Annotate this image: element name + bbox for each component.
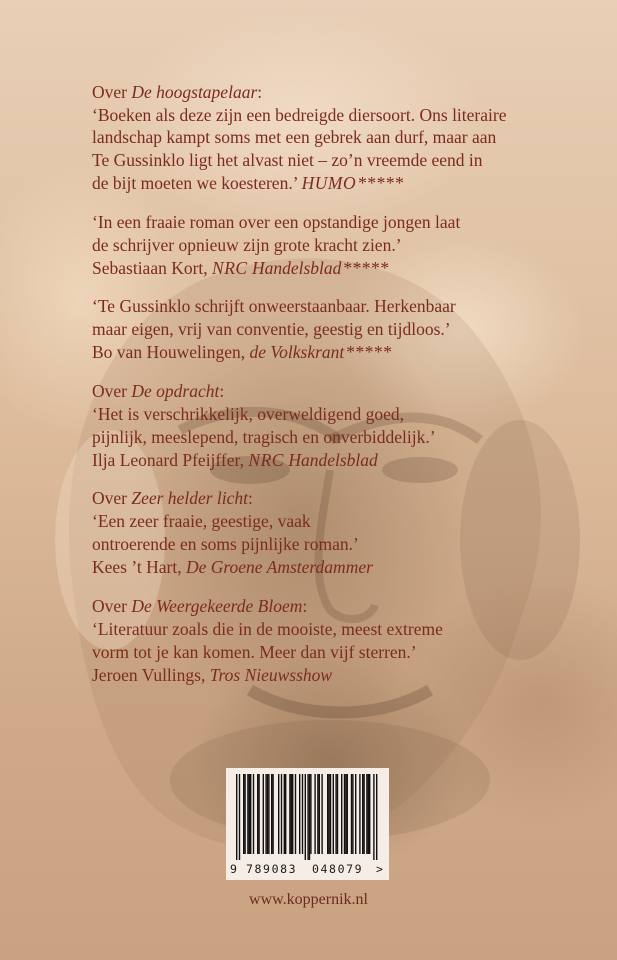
barcode-bar: [366, 774, 367, 854]
quote-4-line-1: ‘Het is verschrikkelijk, overweldigend goed,: [92, 404, 404, 424]
barcode-bar: [272, 774, 273, 854]
barcode-bar: [362, 774, 363, 854]
barcode-bar: [278, 774, 279, 854]
quote-2-line-2: de schrijver opnieuw zijn grote kracht zien.’: [92, 235, 402, 255]
barcode-bar: [333, 774, 334, 854]
barcode-bar: [314, 774, 315, 854]
quote-5-attribution: Kees ’t Hart, De Groene Amsterdammer: [92, 557, 373, 577]
barcode-bar: [359, 774, 360, 854]
isbn-number: [226, 860, 389, 878]
barcode-bar: [337, 774, 338, 854]
barcode-bar: [295, 774, 296, 854]
quote-6-attribution: Jeroen Vullings, Tros Nieuwsshow: [92, 665, 333, 685]
barcode-bar: [257, 774, 258, 854]
barcode-bar: [299, 774, 300, 854]
barcode-bar: [253, 774, 254, 854]
barcode-bar: [302, 774, 303, 854]
barcode-bar: [236, 774, 237, 860]
barcode-bar: [310, 774, 311, 854]
quote-3-attribution: Bo van Houwelingen, de Volkskrant *****: [92, 342, 393, 362]
barcode-bar: [351, 774, 352, 854]
barcode-bar: [291, 774, 292, 854]
quote-6-line-1: ‘Literatuur zoals die in de mooiste, meest extreme: [92, 619, 443, 639]
barcode-bar: [292, 774, 293, 854]
isbn-first-digit: 9: [230, 862, 237, 876]
quote-5-heading: Over Zeer helder licht:: [92, 488, 253, 508]
barcode-bar: [244, 774, 245, 854]
barcode-bar: [309, 774, 310, 860]
quote-3-line-2: maar eigen, vrij van conventie, geestig en tijdloos.’: [92, 319, 451, 339]
barcode-bar: [305, 774, 306, 860]
barcode-bar: [328, 774, 329, 854]
barcode-bar: [355, 774, 356, 854]
isbn-quiet-mark: >: [376, 862, 383, 876]
barcode-bar: [247, 774, 248, 854]
quote-2-line-1: ‘In een fraaie roman over een opstandige jongen laat: [92, 212, 461, 232]
barcode-bar: [263, 774, 264, 854]
barcode-bar: [284, 774, 285, 854]
quote-1-line-2: landschap kampt soms met een gebrek aan durf, maar aan: [92, 127, 497, 147]
barcode-bar: [243, 774, 244, 854]
barcode-bar: [239, 774, 240, 860]
quote-4-line-2: pijnlijk, meeslepend, tragisch en onverbiddelijk.’: [92, 427, 436, 447]
isbn-left-group: 789083: [246, 862, 298, 876]
barcode-bar: [249, 774, 250, 854]
barcode-bar: [344, 774, 345, 854]
barcode-bar: [330, 774, 331, 854]
quote-1-line-1: ‘Boeken als deze zijn een bedreigde diersoort. Ons literaire: [92, 105, 507, 125]
barcode-bar: [265, 774, 266, 854]
barcode-bar: [363, 774, 364, 854]
isbn-barcode: [226, 768, 389, 880]
barcode-bar: [373, 774, 374, 860]
barcode-bar: [327, 774, 328, 854]
quote-1-line-3: Te Gussinklo ligt het alvast niet – zo’n vreemde eend in: [92, 150, 483, 170]
quote-5-line-1: ‘Een zeer fraaie, geestige, vaak: [92, 511, 311, 531]
quote-3-line-1: ‘Te Gussinklo schrijft onweerstaanbaar. Herkenbaar: [92, 296, 456, 316]
quote-1-heading: Over De hoogstapelaar:: [92, 82, 263, 102]
barcode-bar: [289, 774, 290, 854]
barcode-bar: [271, 774, 272, 854]
barcode-bar: [352, 774, 353, 854]
barcode-bar: [335, 774, 336, 854]
quote-4-heading: Over De opdracht:: [92, 381, 225, 401]
barcode-bar: [268, 774, 269, 854]
barcode-bar: [321, 774, 322, 854]
isbn-right-group: 048079: [312, 862, 364, 876]
barcode-bar: [345, 774, 346, 854]
barcode-bar: [347, 774, 348, 854]
barcode-bar: [319, 774, 320, 854]
quote-6-line-2: vorm tot je kan komen. Meer dan vijf sterren.’: [92, 642, 417, 662]
quote-5-line-2: ontroerende en soms pijnlijke roman.’: [92, 534, 359, 554]
publisher-website[interactable]: www.koppernik.nl: [249, 891, 368, 908]
barcode-bar: [368, 774, 369, 854]
barcode-bar: [267, 774, 268, 854]
barcode-bar: [258, 774, 259, 854]
barcode-bar: [281, 774, 282, 854]
barcode-bar: [341, 774, 342, 854]
barcode-bar: [369, 774, 370, 854]
barcode-bar: [250, 774, 251, 854]
quote-4-attribution: Ilja Leonard Pfeijffer, NRC Handelsblad: [92, 450, 378, 470]
quote-1-line-4: de bijt moeten we koesteren.’ HUMO *****: [92, 173, 405, 193]
barcode-bar: [317, 774, 318, 854]
barcode-bar: [307, 774, 308, 860]
barcode-bar: [285, 774, 286, 854]
quote-6-heading: Over De Weergekeerde Bloem:: [92, 596, 308, 616]
quote-2-attribution: Sebastiaan Kort, NRC Handelsblad *****: [92, 258, 390, 278]
barcode-bar: [376, 774, 377, 860]
